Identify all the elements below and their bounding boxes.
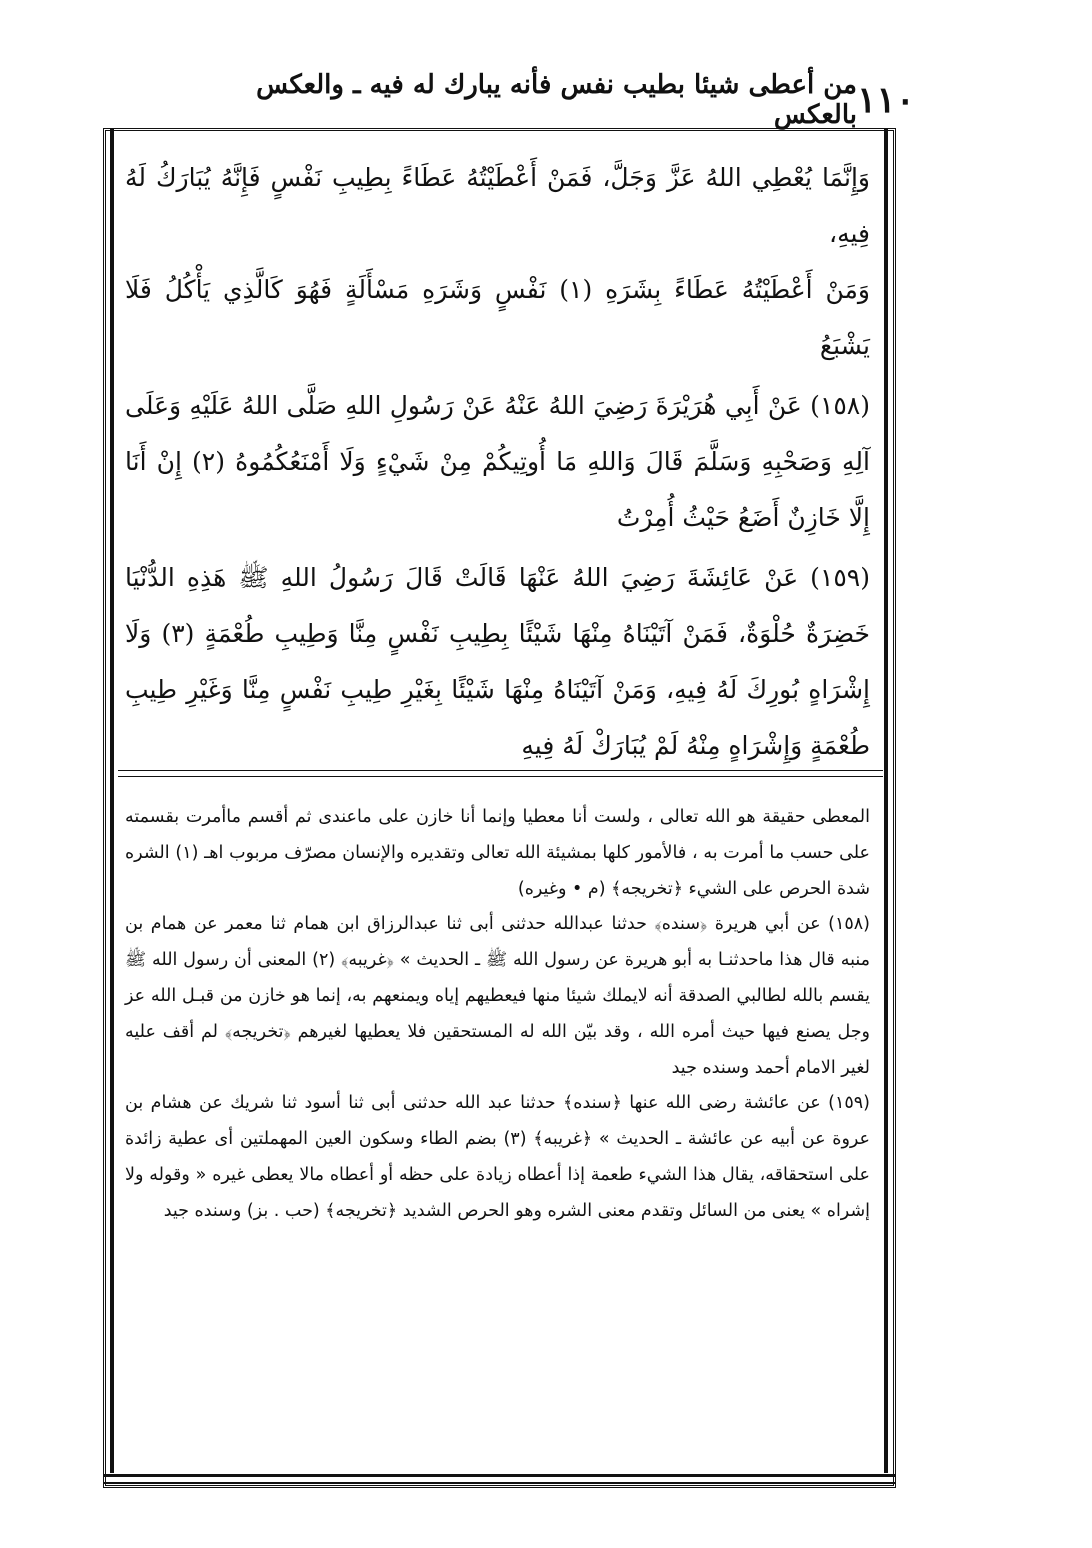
page-header: [225, 70, 915, 130]
commentary-paragraph-1: المعطى حقيقة هو الله تعالى ، ولست أنا معطيا وإنما أنا خازن على ماعندى ثم أقسم ماأمرت بقسمته على حسب ما أمرت به ، فالأمور كلها بمشيئة الله تعالى وتقديره والإنسان مصرّف مربوب اهـ (١) الشره شدة الحرص على الشيء ﴿تخريجه﴾ (م • وغيره): [125, 807, 870, 899]
frame-rule-left: [110, 128, 114, 1473]
running-title: من أعطى شيئا بطيب نفس فأنه يبارك له فيه ـ والعكس بالعكس: [256, 70, 857, 130]
commentary: [125, 800, 870, 1230]
main-line-2: وَمَنْ أَعْطَيْتُهُ عَطَاءً بِشَرَهِ (١) نَفْسٍ وَشَرَهِ مَسْأَلَةٍ فَهُوَ كَالَّذِي يَأْكُلُ فَلَا يَشْبَعُ: [125, 275, 870, 360]
commentary-paragraph-2: (١٥٨) عن أبي هريرة ﴿سنده﴾ حدثنا عبدالله حدثنى أبى ثنا عبدالرزاق ابن همام ثنا معمر عن همام بن منبه قال هذا ماحدثنـا به أبو هريرة عن رسول الله ﷺ ـ الحديث » ﴿غريبه﴾ (٢) المعنى أن رسول الله ﷺ يقسم بالله لطالبي الصدقة أنه لايملك شيئا منها فيعطيهم إياه ويمنعهم به، إنما هو خازن من قبـل الله عز وجل يصنع فيها حيث أمره الله ، وقد بيّن الله له المستحقين فلا يعطيها لغيرهم ﴿تخريجه﴾ لم أقف عليه لغير الامام أحمد وسنده جيد: [125, 914, 871, 1078]
commentary-paragraph-3: (١٥٩) عن عائشة رضى الله عنها ﴿سنده﴾ حدثنا عبد الله حدثنى أبى ثنا أسود ثنا شريك عن هشام بن عروة عن أبيه عن عائشة ـ الحديث » ﴿غريبه﴾ (٣) بضم الطاء وسكون العين المهملتين أى عطية زائدة على استحقاقه، يقال هذا الشيء طعمة إذا أعطاه زيادة على حظه أو أعطاه مالا يعطى غيره « وقوله ولا إشراه » يعنى من السائل وتقدم معنى الشره وهو الحرص الشديد ﴿تخريجه﴾ (حب . بز) وسنده جيد: [125, 1093, 870, 1221]
bottom-rule: [103, 1474, 896, 1477]
page-number: ١١٠: [856, 79, 915, 121]
main-text: [125, 150, 870, 774]
frame-rule-right: [884, 128, 888, 1473]
footnote-divider-secondary: [118, 776, 883, 777]
hadith-159: (١٥٩) عَنْ عَائِشَةَ رَضِيَ اللهُ عَنْهَا قَالَتْ قَالَ رَسُولُ اللهِ ﷺ هَذِهِ الدُّنْيَا خَضِرَةٌ حُلْوَةٌ، فَمَنْ آتَيْنَاهُ مِنْهَا شَيْئًا بِطِيبِ نَفْسٍ مِنَّا وَطِيبِ طُعْمَةٍ (٣) وَلَا إِشْرَاهٍ بُورِكَ لَهُ فِيهِ، وَمَنْ آتَيْنَاهُ مِنْهَا شَيْئًا بِغَيْرِ طِيبِ نَفْسٍ مِنَّا وَغَيْرِ طِيبِ طُعْمَةٍ وَإِشْرَاهٍ مِنْهُ لَمْ يُبَارَكْ لَهُ فِيهِ: [125, 563, 871, 760]
bottom-rule-secondary: [103, 1482, 896, 1484]
footnote-divider: [118, 770, 883, 771]
hadith-158: (١٥٨) عَنْ أَبِي هُرَيْرَةَ رَضِيَ اللهُ عَنْهُ عَنْ رَسُولِ اللهِ صَلَّى اللهُ عَلَيْهِ وَعَلَى آلِهِ وَصَحْبِهِ وَسَلَّمَ قَالَ وَاللهِ مَا أُوتِيكُمْ مِنْ شَيْءٍ وَلَا أَمْنَعُكُمُوهُ (٢) إِنْ أَنَا إِلَّا خَازِنٌ أَضَعُ حَيْثُ أُمِرْتُ: [125, 391, 870, 532]
main-line-1: وَإِنَّمَا يُعْطِي اللهُ عَزَّ وَجَلَّ، فَمَنْ أَعْطَيْتُهُ عَطَاءً بِطِيبِ نَفْسٍ فَإِنَّهُ يُبَارَكُ لَهُ فِيهِ،: [125, 163, 870, 248]
